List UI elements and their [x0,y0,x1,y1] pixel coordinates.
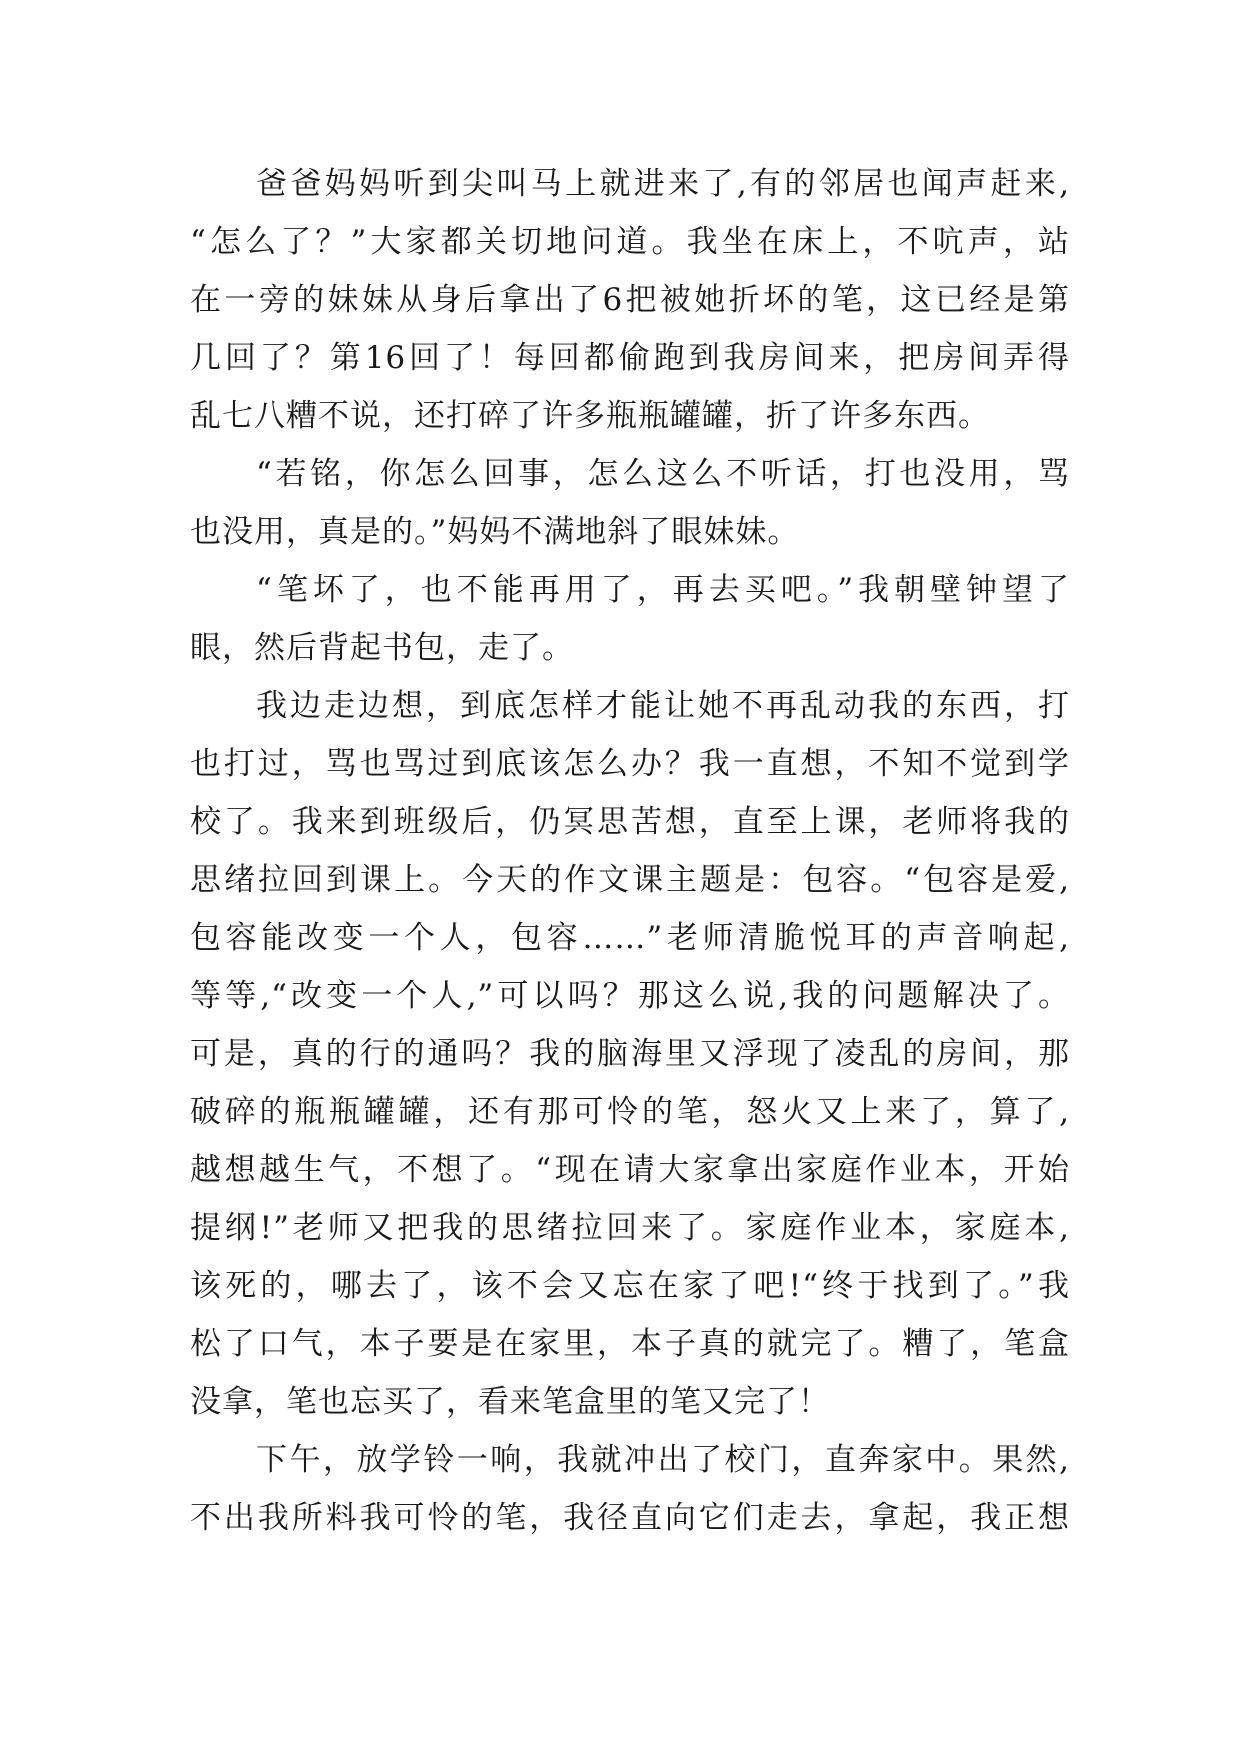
paragraph-line: 几回了？第16回了！每回都偷跑到我房间来，把房间弄得 [190,340,1070,376]
paragraph-line: 也没用，真是的。”妈妈不满地斜了眼妹妹。 [190,514,800,550]
paragraph-line: 等等,“改变一个人,”可以吗？那这么说,我的问题解决了。 [190,978,1070,1014]
paragraph-line: 不出我所料我可怜的笔，我径直向它们走去，拿起，我正想 [190,1500,1070,1536]
paragraph-line: 我边走边想，到底怎样才能让她不再乱动我的东西，打 [256,688,1070,724]
paragraph-line: “笔坏了，也不能再用了，再去买吧。”我朝壁钟望了 [256,572,1070,608]
paragraph-line: 越想越生气，不想了。“现在请大家拿出家庭作业本，开始 [190,1152,1070,1188]
paragraph-line: 松了口气，本子要是在家里，本子真的就完了。糟了，笔盒 [190,1326,1070,1362]
paragraph-line: 该死的，哪去了，该不会又忘在家了吧!“终于找到了。”我 [190,1268,1070,1304]
paragraph-line: 没拿，笔也忘买了，看来笔盒里的笔又完了！ [190,1384,830,1420]
paragraph-line: 在一旁的妹妹从身后拿出了6把被她折坏的笔，这已经是第 [190,282,1070,318]
paragraph-line: 爸爸妈妈听到尖叫马上就进来了,有的邻居也闻声赶来, [256,166,1070,202]
paragraph-line: 乱七八糟不说，还打碎了许多瓶瓶罐罐，折了许多东西。 [190,398,990,434]
paragraph-line: 下午，放学铃一响，我就冲出了校门，直奔家中。果然, [256,1442,1070,1478]
paragraph-line: 眼，然后背起书包，走了。 [190,630,574,666]
paragraph-line: 破碎的瓶瓶罐罐，还有那可怜的笔，怒火又上来了，算了, [190,1094,1070,1130]
paragraph-line: 可是，真的行的通吗？我的脑海里又浮现了凌乱的房间，那 [190,1036,1070,1072]
paragraph-line: “若铭，你怎么回事，怎么这么不听话，打也没用，骂 [256,456,1070,492]
paragraph-line: 也打过，骂也骂过到底该怎么办？我一直想，不知不觉到学 [190,746,1070,782]
paragraph-line: 提纲!”老师又把我的思绪拉回来了。家庭作业本，家庭本, [190,1210,1070,1246]
paragraph-line: 思绪拉回到课上。今天的作文课主题是：包容。“包容是爱, [190,862,1070,898]
body-text [190,155,1070,1547]
paragraph-line: “怎么了？”大家都关切地问道。我坐在床上，不吭声，站 [190,224,1070,260]
paragraph-line: 校了。我来到班级后，仍冥思苦想，直至上课，老师将我的 [190,804,1070,840]
paragraph-line: 包容能改变一个人，包容……”老师清脆悦耳的声音响起, [190,920,1070,956]
